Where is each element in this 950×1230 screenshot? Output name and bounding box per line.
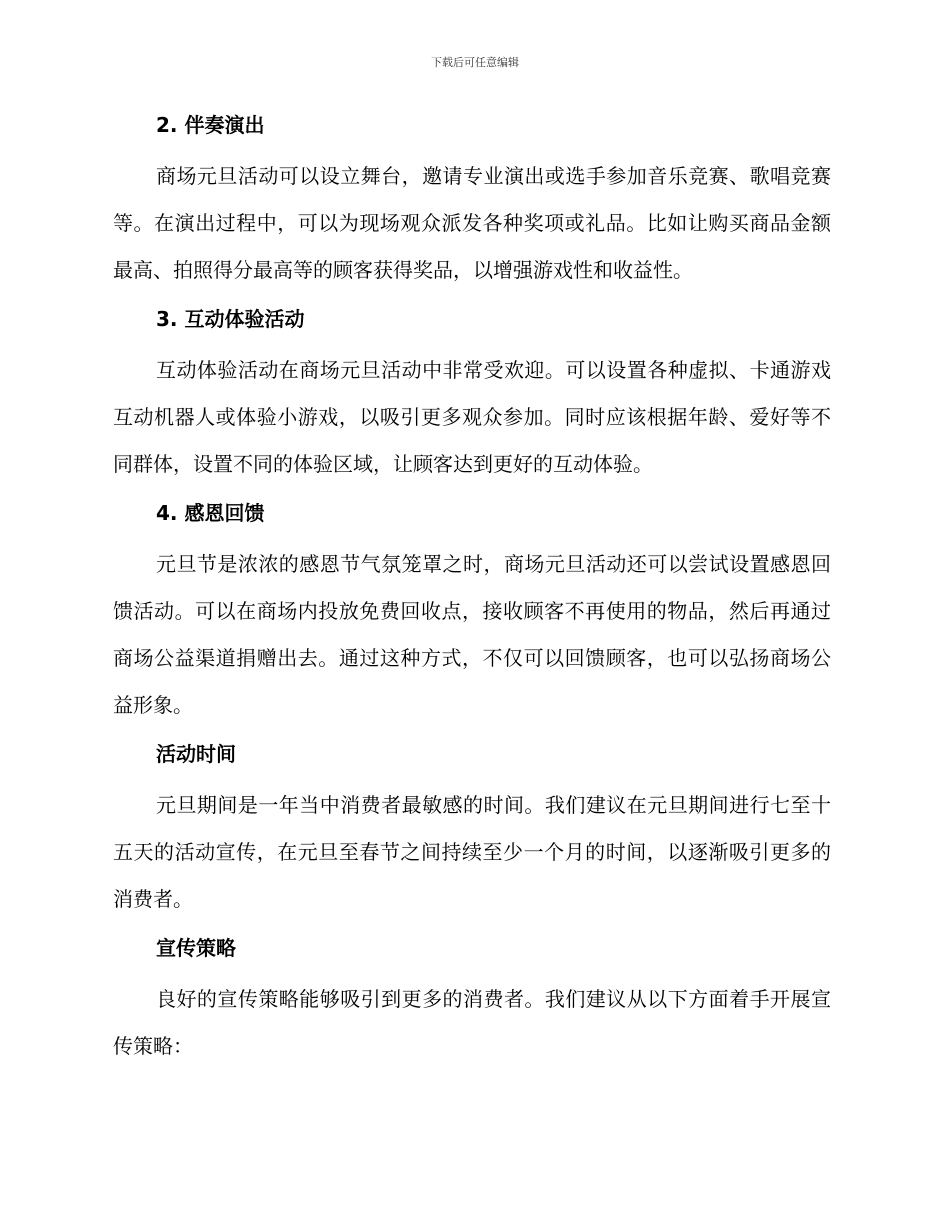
section-interactive-experience: [113, 304, 831, 498]
section-paragraph: 元旦节是浓浓的感恩节气氛笼罩之时，商场元旦活动还可以尝试设置感恩回馈活动。可以在商场内投放免费回收点，接收顾客不再使用的物品，然后再通过商场公益渠道捐赠出去。通过这种方式，不仅可以回馈顾客，也可以弘扬商场公益形象。: [113, 552, 831, 717]
section-heading: 活动时间: [156, 742, 236, 766]
section-gratitude-feedback: [113, 498, 831, 739]
section-heading: 4. 感恩回馈: [156, 501, 265, 525]
section-paragraph: 商场元旦活动可以设立舞台，邀请专业演出或选手参加音乐竞赛、歌唱竞赛等。在演出过程中，可以为现场观众派发各种奖项或礼品。比如让购买商品金额最高、拍照得分最高等的顾客获得奖品，以增强游戏性和收益性。: [113, 164, 831, 282]
document-body: [113, 110, 831, 1070]
section-activity-time: [113, 739, 831, 933]
page-header: 下载后可任意编辑: [431, 56, 519, 69]
section-accompaniment-performance: [113, 110, 831, 304]
section-promotion-strategy: [113, 933, 831, 1070]
section-heading: 2. 伴奏演出: [156, 113, 265, 137]
section-paragraph: 良好的宣传策略能够吸引到更多的消费者。我们建议从以下方面着手开展宣传策略：: [113, 987, 831, 1058]
section-heading: 宣传策略: [156, 936, 236, 960]
section-heading: 3. 互动体验活动: [156, 307, 305, 331]
section-paragraph: 互动体验活动在商场元旦活动中非常受欢迎。可以设置各种虚拟、卡通游戏互动机器人或体验小游戏，以吸引更多观众参加。同时应该根据年龄、爱好等不同群体，设置不同的体验区域，让顾客达到更好的互动体验。: [113, 358, 831, 476]
section-paragraph: 元旦期间是一年当中消费者最敏感的时间。我们建议在元旦期间进行七至十五天的活动宣传，在元旦至春节之间持续至少一个月的时间，以逐渐吸引更多的消费者。: [113, 793, 831, 911]
